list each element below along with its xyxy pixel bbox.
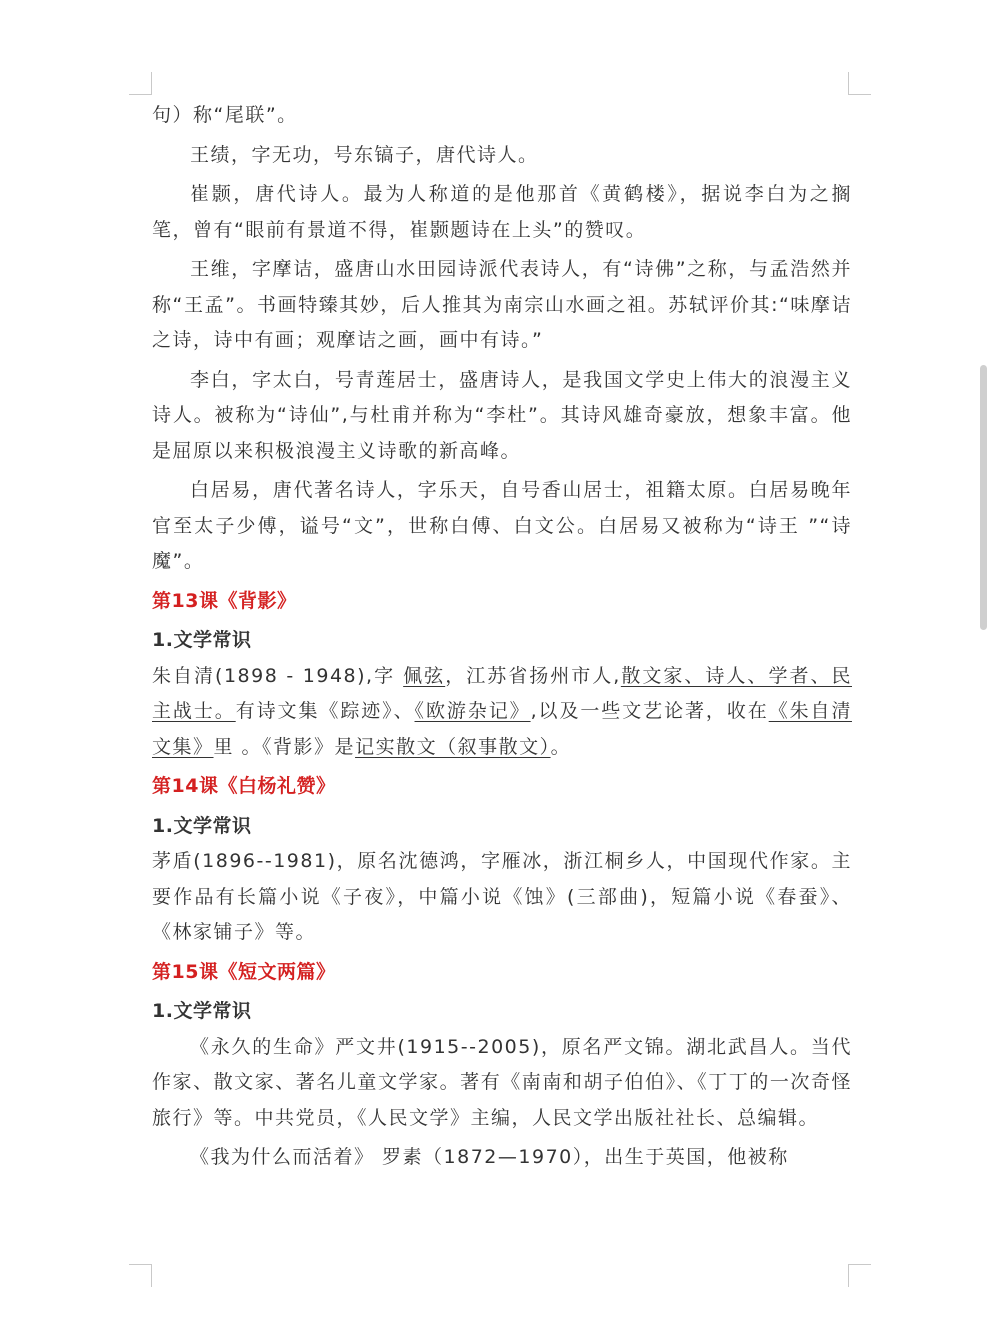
paragraph-mao-dun: 茅盾(1896--1981)，原名沈德鸿，字雁冰，浙江桐乡人，中国现代作家。主要作品有长篇小说《子夜》，中篇小说《蚀》(三部曲)，短篇小说《春蚕》、《林家铺子》等。 — [152, 850, 852, 943]
paragraph-li-bai: 李白，字太白，号青莲居士，盛唐诗人，是我国文学史上伟大的浪漫主义诗人。被称为“诗仙”,与杜甫并称为“李杜”。其诗风雄奇豪放，想象丰富。他是屈原以来积极浪漫主义诗歌的新高峰。 — [152, 368, 852, 462]
paragraph-wang-ji: 王绩，字无功，号东镐子，唐代诗人。 — [190, 143, 539, 166]
zhu-text-3: 有诗文集《踪迹》、 — [235, 700, 415, 722]
zhu-text-6: 。 — [550, 735, 572, 758]
paragraph-wang-wei: 王维，字摩诘，盛唐山水田园诗派代表诗人，有“诗佛”之称，与孟浩然并称“王孟”。书画特臻其妙，后人推其为南宗山水画之祖。苏轼评价其:“味摩诘之诗，诗中有画；观摩诘之画，画中有诗。” — [152, 258, 852, 351]
vertical-scrollbar[interactable] — [980, 365, 987, 630]
zhu-genre: 记实散文（叙事散文） — [355, 735, 551, 758]
corner-mark-top-left — [129, 72, 152, 95]
corner-mark-bottom-right — [848, 1264, 871, 1287]
lesson-15-heading: 第15课《短文两篇》 — [152, 960, 336, 983]
lesson-13-heading: 第13课《背影》 — [152, 589, 297, 612]
lesson-13-subheading: 1.文学常识 — [152, 629, 252, 651]
corner-mark-bottom-left — [129, 1264, 152, 1287]
document-body — [152, 98, 852, 1176]
zhu-identities: 散文家、诗人、学者、民主战士。 — [152, 664, 852, 722]
paragraph-yan-wenjing: 《永久的生命》严文井(1915--2005)，原名严文锦。湖北武昌人。当代作家、散文家、著名儿童文学家。著有《南南和胡子伯伯》、《丁丁的一次奇怪旅行》等。中共党员，《人民文学》主编，人民文学出版社社长、总编辑。 — [152, 1035, 852, 1129]
zhu-text-5: 里 。《背影》是 — [213, 735, 356, 758]
zhu-text-2: ，江苏省扬州市人, — [445, 664, 621, 687]
zhu-text-1: 朱自清(1898 - 1948),字 — [152, 664, 404, 687]
paragraph-tail-couplet: 句）称“尾联”。 — [152, 104, 298, 126]
lesson-14-subheading: 1.文学常识 — [152, 814, 252, 837]
lesson-14-heading: 第14课《白杨礼赞》 — [152, 775, 336, 797]
paragraph-russell: 《我为什么而活着》 罗素（1872—1970），出生于英国，他被称 — [190, 1146, 789, 1168]
zhu-travel-notes: 《欧游杂记》 — [414, 700, 531, 722]
paragraph-zhu-ziqing — [152, 659, 852, 766]
zhu-collected-works: 《朱自清文集》 — [152, 700, 852, 758]
zhu-text-4: ,以及一些文艺论著，收在 — [530, 700, 769, 722]
lesson-15-subheading: 1.文学常识 — [152, 1000, 252, 1022]
corner-mark-top-right — [848, 72, 871, 95]
paragraph-cui-hao: 崔颢，唐代诗人。最为人称道的是他那首《黄鹤楼》，据说李白为之搁笔，曾有“眼前有景道不得，崔颢题诗在上头”的赞叹。 — [152, 183, 852, 241]
zhu-courtesy-name: 佩弦 — [403, 664, 446, 687]
paragraph-bai-juyi: 白居易，唐代著名诗人，字乐天，自号香山居士，祖籍太原。白居易晚年官至太子少傅，谥号“文”，世称白傅、白文公。白居易又被称为“诗王 ”“诗魔”。 — [152, 479, 852, 572]
